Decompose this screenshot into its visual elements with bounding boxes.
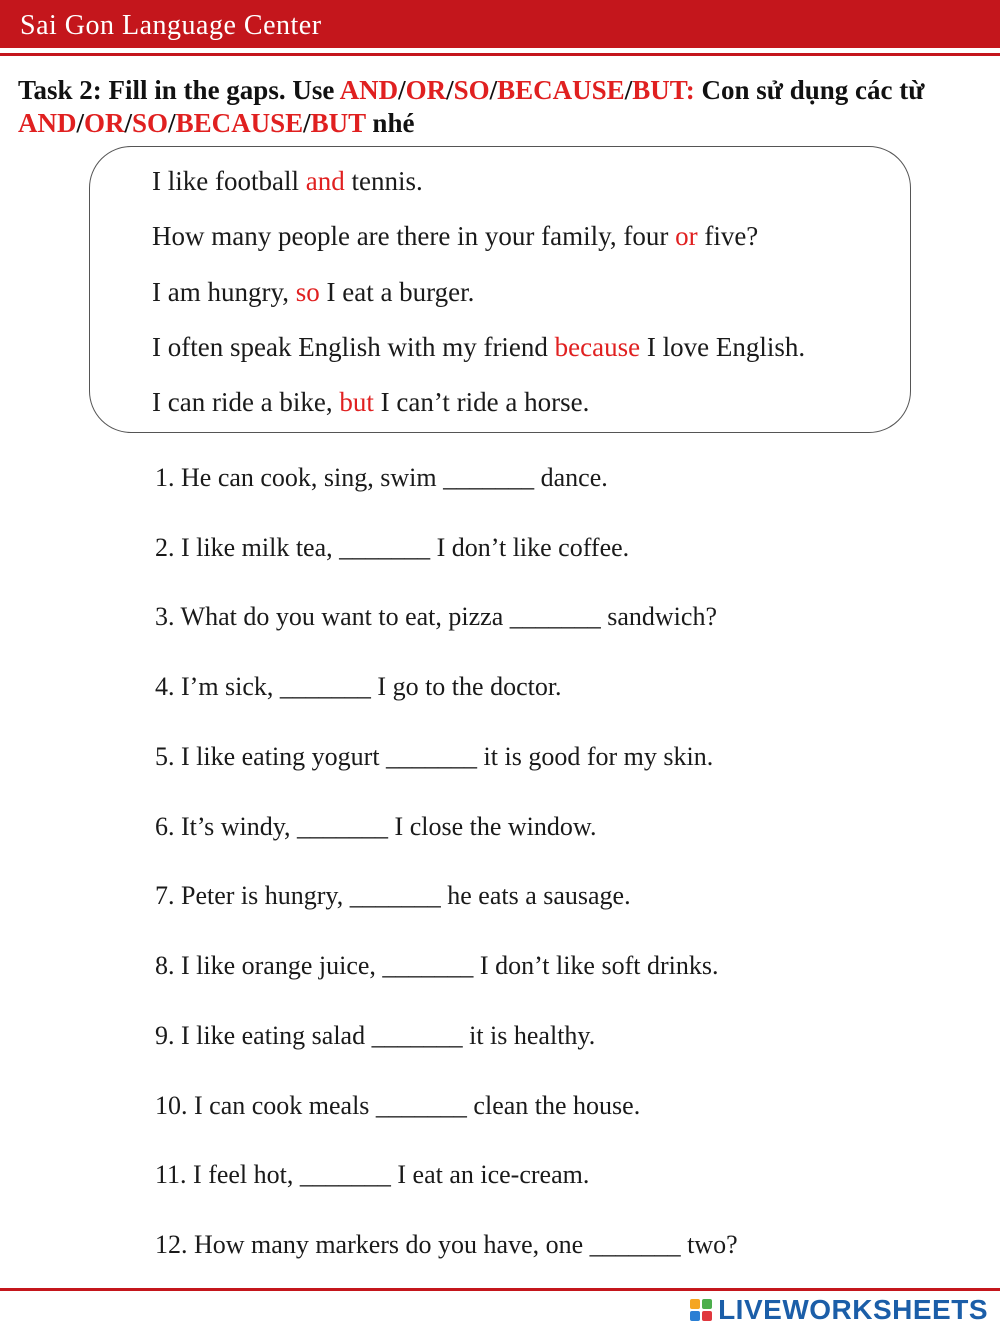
example-sentence — [152, 276, 474, 308]
footer-divider — [0, 1288, 1000, 1291]
logo-square-icon — [702, 1311, 712, 1321]
task-separator: / — [624, 75, 633, 105]
example-keyword: so — [295, 277, 320, 307]
example-keyword: and — [305, 166, 345, 196]
question-6: 6. It’s windy, _______ I close the window. — [155, 812, 597, 841]
logo-square-icon — [690, 1299, 700, 1309]
task-instructions — [18, 74, 988, 140]
task-vi-text: Con sử dụng các từ — [694, 75, 925, 105]
liveworksheets-logo[interactable] — [690, 1294, 988, 1326]
task-colon: : — [685, 75, 695, 105]
question-4: 4. I’m sick, _______ I go to the doctor. — [155, 672, 562, 701]
example-text: I can ride a bike, — [152, 387, 340, 417]
header-divider — [0, 53, 1000, 56]
task-separator: / — [489, 75, 498, 105]
task-separator: / — [446, 75, 454, 105]
task-word-and-2: AND — [18, 108, 77, 138]
logo-text: LIVEWORKSHEETS — [718, 1294, 988, 1325]
task-word-because-2: BECAUSE — [175, 108, 304, 138]
task-word-so: SO — [453, 75, 490, 105]
example-text: How many people are there in your family, four — [152, 221, 676, 251]
example-text: I often speak English with my friend — [152, 332, 555, 362]
question-1: 1. He can cook, sing, swim _______ dance. — [155, 463, 608, 492]
example-keyword: because — [554, 332, 641, 362]
question-3: 3. What do you want to eat, pizza _______ sandwich? — [155, 602, 717, 631]
task-separator: / — [124, 108, 133, 138]
question-2: 2. I like milk tea, _______ I don’t like coffee. — [155, 533, 630, 562]
example-sentence — [152, 165, 423, 197]
question-10: 10. I can cook meals _______ clean the house. — [155, 1091, 641, 1120]
liveworksheets-logo-icon — [690, 1299, 712, 1321]
example-text: I love English. — [640, 332, 806, 362]
example-sentence — [152, 331, 805, 363]
logo-square-icon — [690, 1311, 700, 1321]
example-text: five? — [697, 221, 759, 251]
task-word-but: BUT — [632, 75, 686, 105]
task-word-or: OR — [405, 75, 447, 105]
example-sentence — [152, 220, 758, 252]
task-word-and: AND — [339, 75, 399, 105]
task-separator: / — [168, 108, 176, 138]
example-sentence — [152, 386, 589, 418]
example-text: I can’t ride a horse. — [373, 387, 590, 417]
task-separator: / — [76, 108, 85, 138]
task-word-but-2: BUT — [310, 108, 366, 138]
task-separator: / — [303, 108, 311, 138]
question-9: 9. I like eating salad _______ it is healthy. — [155, 1021, 596, 1050]
example-text: I like football — [152, 166, 306, 196]
question-12: 12. How many markers do you have, one _______ two? — [155, 1230, 738, 1259]
task-word-or-2: OR — [84, 108, 125, 138]
question-7: 7. Peter is hungry, _______ he eats a sausage. — [155, 881, 631, 910]
example-text: I eat a burger. — [319, 277, 475, 307]
task-word-so-2: SO — [132, 108, 169, 138]
task-word-because: BECAUSE — [497, 75, 625, 105]
question-11: 11. I feel hot, _______ I eat an ice-cream. — [155, 1160, 590, 1189]
task-prefix: Task 2: Fill in the gaps. Use — [18, 75, 340, 105]
example-text: I am hungry, — [152, 277, 296, 307]
task-end: nhé — [365, 108, 415, 138]
question-5: 5. I like eating yogurt _______ it is good for my skin. — [155, 742, 714, 771]
logo-square-icon — [702, 1299, 712, 1309]
example-keyword: but — [339, 387, 374, 417]
task-separator: / — [398, 75, 406, 105]
header-title: Sai Gon Language Center — [20, 10, 322, 41]
header-bar — [0, 0, 1000, 48]
question-8: 8. I like orange juice, _______ I don’t like soft drinks. — [155, 951, 719, 980]
example-keyword: or — [675, 221, 698, 251]
example-text: tennis. — [344, 166, 423, 196]
